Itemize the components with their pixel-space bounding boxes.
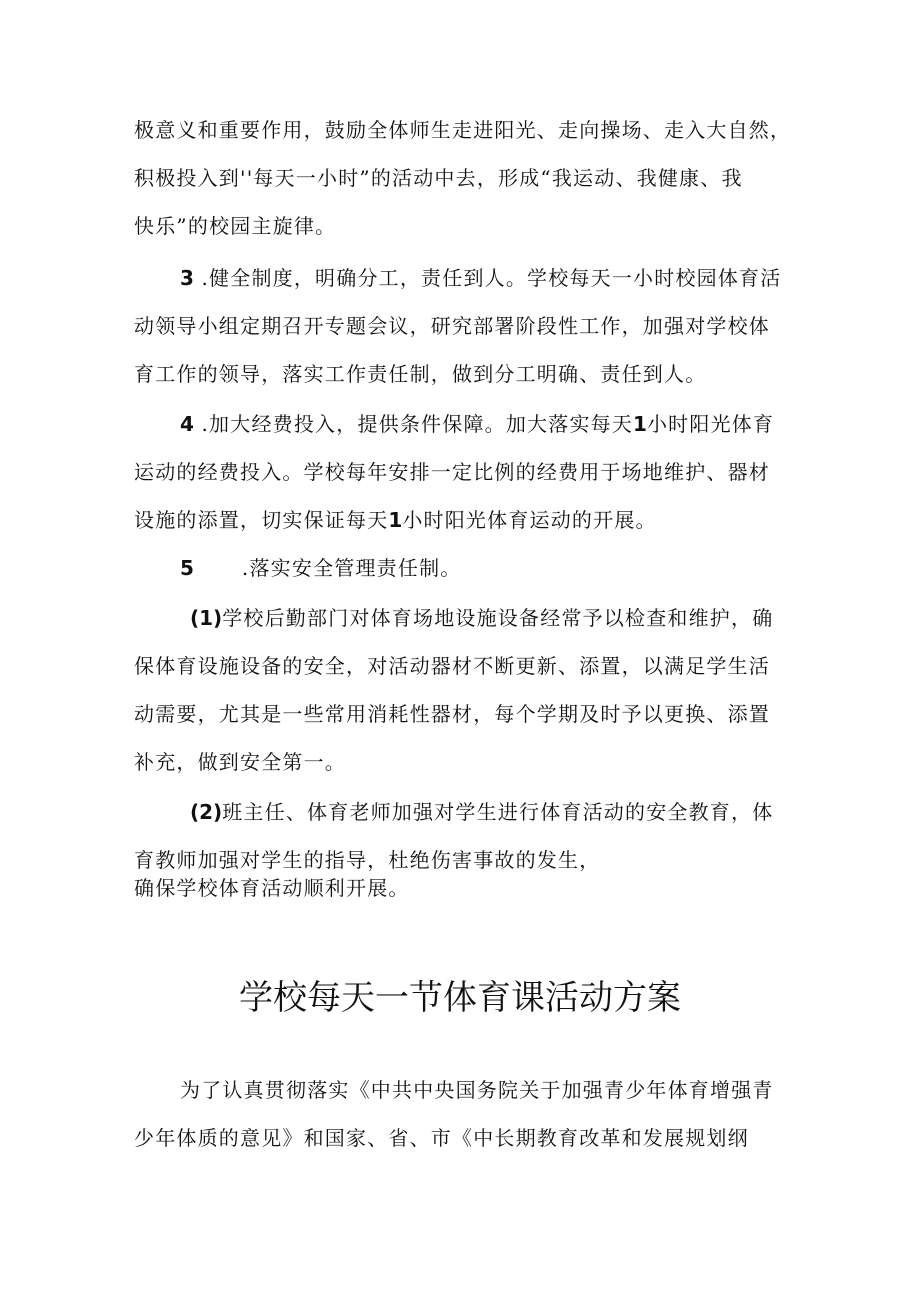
text-line: 动领导小组定期召开专题会议，研究部署阶段性工作，加强对学校体 <box>134 314 770 338</box>
body-paragraph <box>134 1066 794 1162</box>
text-line <box>134 496 794 544</box>
text-line: 快乐”的校园主旋律。 <box>134 214 337 238</box>
item-number: 3 <box>180 266 194 290</box>
text-line: 运动的经费投入。学校每年安排一定比例的经费用于场地维护、器材 <box>134 460 770 484</box>
text-line: 补充，做到安全第一。 <box>134 750 346 774</box>
sub-item-2-paragraph <box>134 788 794 912</box>
text-line: 育教师加强对学生的指导，杜绝伤害事故的发生， <box>134 848 601 872</box>
item-number: 4 <box>180 412 194 436</box>
text-line: 育工作的领导，落实工作责任制，做到分工明确、责任到人。 <box>134 362 707 386</box>
item-text: 班主任、体育老师加强对学生进行体育活动的安全教育，体 <box>222 800 774 824</box>
item-number: 5 <box>180 556 194 580</box>
text-line: 保体育设施设备的安全，对活动器材不断更新、添置，以满足学生活 <box>134 654 770 678</box>
item-text: 小时阳光体育运动的开展。 <box>402 508 657 532</box>
text-line: 极意义和重要作用，鼓励全体师生走进阳光、走向操场、走入大自然， <box>134 118 792 142</box>
text-line <box>134 400 794 448</box>
item-text: 设施的添置，切实保证每天 <box>134 508 389 532</box>
text-line <box>134 788 794 836</box>
item-text: .健全制度，明确分工，责任到人。学校每天一小时校园体育活 <box>201 266 782 290</box>
text-line: 动需要，尤其是一些常用消耗性器材，每个学期及时予以更换、添置 <box>134 702 770 726</box>
text-line <box>134 544 794 592</box>
text-line <box>134 594 794 642</box>
item-4-paragraph <box>134 400 794 544</box>
intro-paragraph <box>134 106 794 250</box>
inline-number: 1 <box>633 412 647 436</box>
item-text: .落实安全管理责任制。 <box>241 556 462 580</box>
item-text: 学校后勤部门对体育场地设施设备经常予以检查和维护，确 <box>222 606 774 630</box>
inline-number: 1 <box>388 508 403 532</box>
sub-item-number: (2) <box>190 800 223 824</box>
item-3-paragraph <box>134 254 794 398</box>
item-text: 小时阳光体育 <box>646 412 775 436</box>
text-line <box>134 254 794 302</box>
text-line: 确保学校体育活动顺利开展。 <box>134 876 410 900</box>
sub-item-1-paragraph <box>134 594 794 786</box>
document-title: 学校每天一节体育课活动方案 <box>239 978 681 1018</box>
text-line: 少年体质的意见》和国家、省、市《中长期教育改革和发展规划纲 <box>134 1126 749 1150</box>
item-5-paragraph <box>134 544 794 592</box>
text-line: 积极投入到''每天一小时”的活动中去，形成“我运动、我健康、我 <box>134 166 743 190</box>
item-text: .加大经费投入，提供条件保障。加大落实每天 <box>201 412 634 436</box>
text-line: 为了认真贯彻落实《中共中央国务院关于加强青少年体育增强青 <box>180 1078 774 1102</box>
sub-item-number: (1) <box>190 606 223 630</box>
